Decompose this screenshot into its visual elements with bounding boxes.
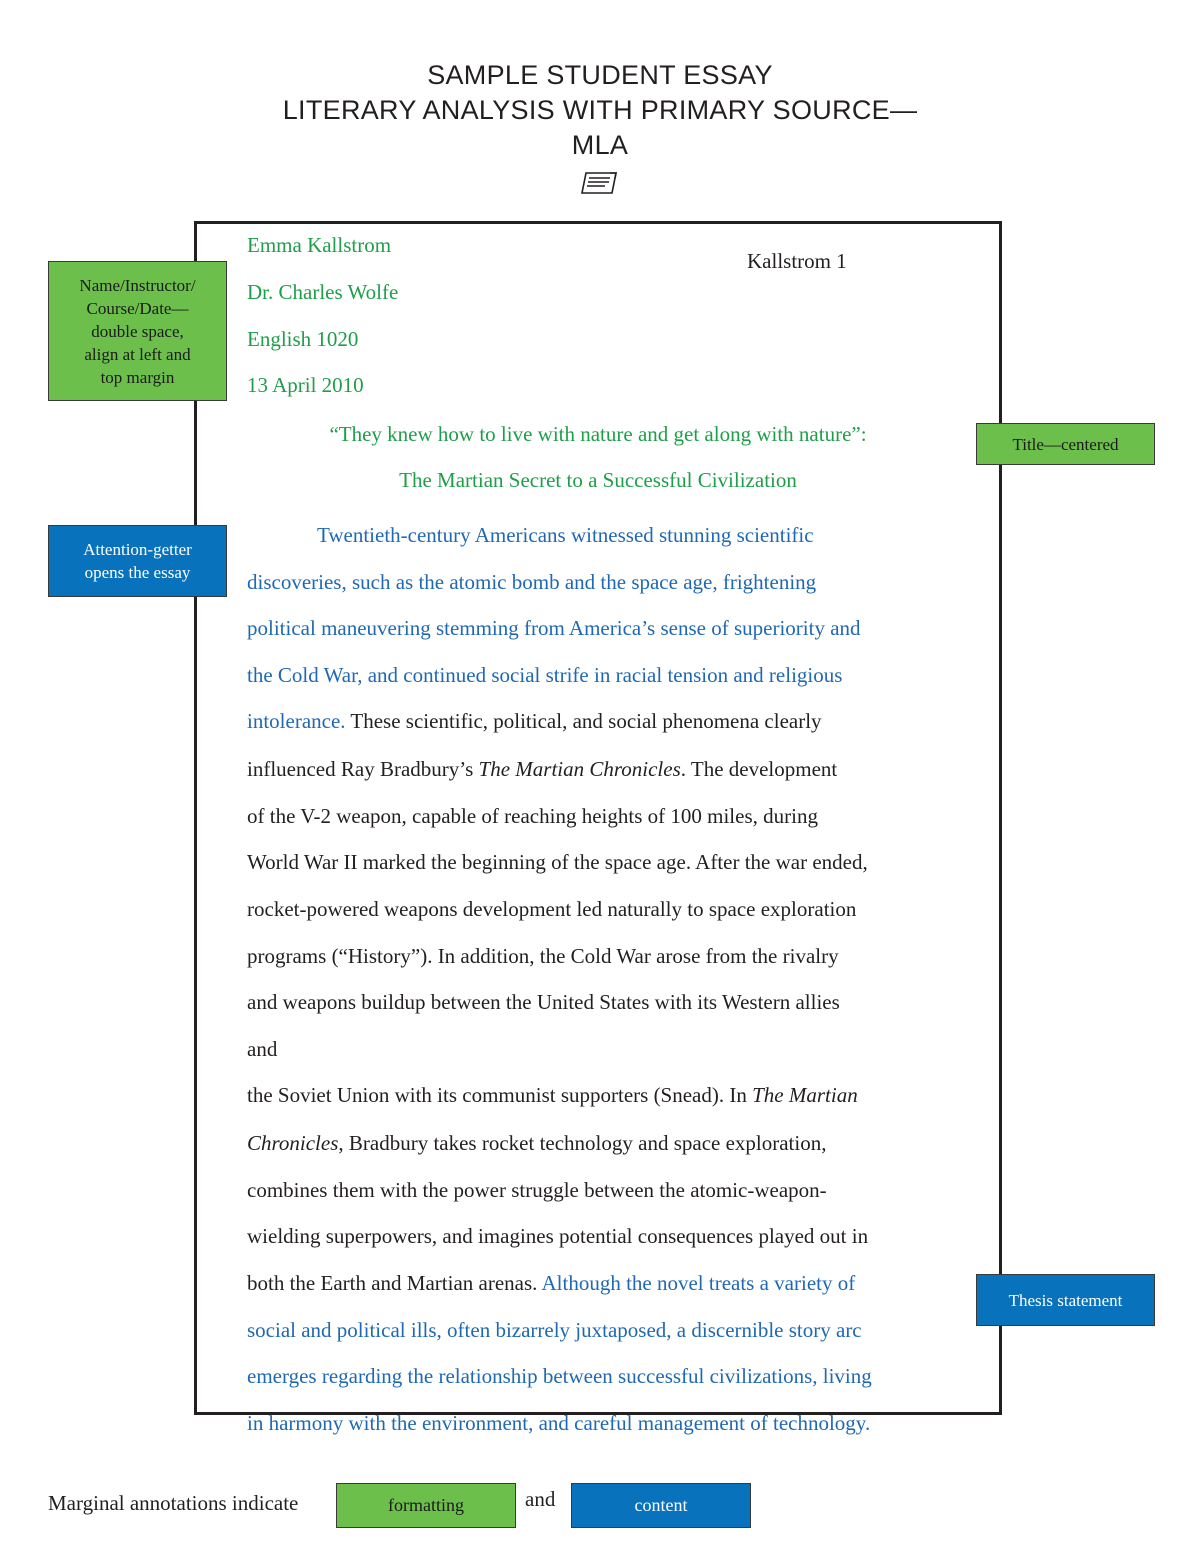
body-text: , Bradbury takes rocket technology and space exploration, xyxy=(338,1131,827,1155)
body-text: influenced Ray Bradbury’s xyxy=(247,757,479,781)
body-line: Twentieth-century Americans witnessed stunning scientific xyxy=(317,523,814,547)
legend-and: and xyxy=(525,1487,556,1511)
annotation-text: double space, xyxy=(91,321,184,341)
thesis-annotation: Thesis statement xyxy=(976,1274,1155,1326)
attention-getter-annotation xyxy=(48,525,227,597)
thesis-start: Although the novel treats a variety of xyxy=(541,1271,856,1295)
body-line: the Cold War, and continued social strife in racial tension and religious xyxy=(247,663,843,687)
body-line: of the V-2 weapon, capable of reaching heights of 100 miles, during xyxy=(247,804,818,828)
legend-content-swatch: content xyxy=(571,1483,751,1528)
body-text: . The development xyxy=(680,757,838,781)
body-line xyxy=(247,1269,855,1297)
running-head: Kallstrom 1 xyxy=(747,249,847,273)
body-line: discoveries, such as the atomic bomb and the space age, frightening xyxy=(247,570,817,594)
document-icon xyxy=(580,170,620,196)
instructor-name: Dr. Charles Wolfe xyxy=(247,280,399,304)
name-block-annotation xyxy=(48,261,227,401)
body-line: combines them with the power struggle between the atomic-weapon- xyxy=(247,1178,827,1202)
annotation-text: Name/Instructor/ xyxy=(79,275,196,295)
page-heading xyxy=(0,58,1200,163)
student-name: Emma Kallstrom xyxy=(247,233,392,257)
title-annotation: Title—centered xyxy=(976,423,1155,465)
course-name: English 1020 xyxy=(247,327,359,351)
body-line xyxy=(247,1081,858,1109)
body-line: programs (“History”). In addition, the Cold War arose from the rivalry xyxy=(247,944,839,968)
body-line: political maneuvering stemming from America’s sense of superiority and xyxy=(247,616,861,640)
heading-line-1: SAMPLE STUDENT ESSAY xyxy=(427,60,773,90)
body-line: and weapons buildup between the United States with its Western allies xyxy=(247,990,840,1014)
legend-prefix: Marginal annotations indicate xyxy=(48,1491,299,1515)
book-title: Chronicles xyxy=(247,1131,339,1155)
body-line: wielding superpowers, and imagines potential consequences played out in xyxy=(247,1224,869,1248)
attention-end: intolerance. xyxy=(247,709,346,733)
annotation-text: top margin xyxy=(100,367,175,387)
annotation-text: Attention-getter xyxy=(83,540,192,559)
body-line: World War II marked the beginning of the space age. After the war ended, xyxy=(247,850,868,874)
body-line: rocket-powered weapons development led naturally to space exploration xyxy=(247,897,857,921)
heading-line-3: MLA xyxy=(571,130,629,160)
body-line xyxy=(247,707,822,735)
essay-date: 13 April 2010 xyxy=(247,373,364,397)
legend-formatting-swatch: formatting xyxy=(336,1483,516,1528)
body-line: and xyxy=(247,1037,278,1061)
annotation-text: Course/Date— xyxy=(86,298,189,318)
body-text: These scientific, political, and social phenomena clearly xyxy=(345,709,822,733)
annotation-text: opens the essay xyxy=(84,563,191,582)
heading-line-2: LITERARY ANALYSIS WITH PRIMARY SOURCE— xyxy=(282,95,918,125)
body-text: both the Earth and Martian arenas. xyxy=(247,1271,542,1295)
annotation-text: align at left and xyxy=(84,344,191,364)
thesis-line: emerges regarding the relationship between successful civilizations, living xyxy=(247,1364,872,1388)
body-line xyxy=(247,755,837,783)
essay-title-line-1: “They knew how to live with nature and get along with nature”: xyxy=(329,422,867,446)
thesis-line: social and political ills, often bizarrely juxtaposed, a discernible story arc xyxy=(247,1318,862,1342)
essay-title-line-2: The Martian Secret to a Successful Civilization xyxy=(399,468,797,492)
body-line xyxy=(247,1129,826,1157)
body-text: the Soviet Union with its communist supporters (Snead). In xyxy=(247,1083,753,1107)
thesis-line: in harmony with the environment, and careful management of technology. xyxy=(247,1411,871,1435)
book-title: The Martian Chronicles xyxy=(478,757,681,781)
book-title: The Martian xyxy=(752,1083,858,1107)
